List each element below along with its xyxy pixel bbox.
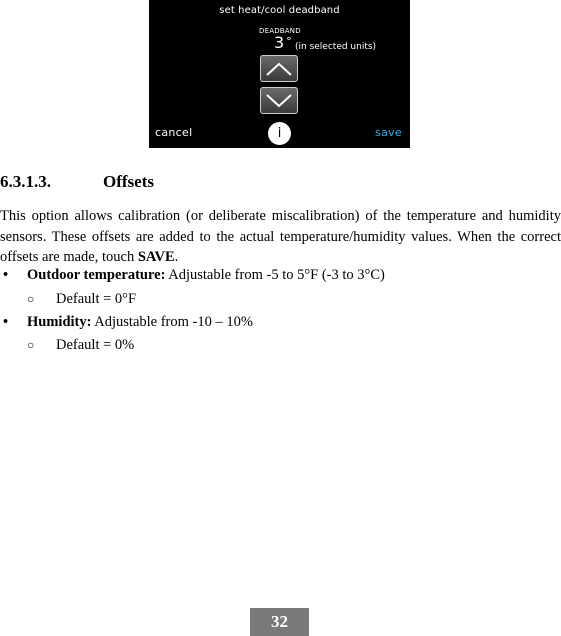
decrease-button[interactable] (260, 87, 298, 114)
bullet-text: Adjustable from -10 – 10% (91, 314, 253, 330)
section-number: 6.3.1.3. (0, 172, 51, 191)
save-button[interactable]: save (375, 126, 402, 139)
sub-bullet-mark: ○ (27, 292, 35, 306)
save-keyword: SAVE (137, 249, 175, 265)
screen-title: set heat/cool deadband (219, 5, 340, 16)
bullet-label: Outdoor temperature: (27, 267, 166, 283)
bullet-content (27, 312, 253, 332)
bullet-text: Adjustable from -5 to 5°F (-3 to 3°C) (165, 267, 385, 283)
cancel-button[interactable]: cancel (155, 126, 193, 139)
paragraph-text: This option allows calibration (or deliberate miscalibration) of the temperature and humidity sensors. These offsets are added to the actual temperature/humidity values. When the correct offsets are made, touch (0, 208, 561, 265)
bullet-mark: • (3, 314, 9, 330)
sub-bullet-text: Default = 0% (56, 337, 135, 353)
section-title: Offsets (103, 172, 154, 191)
paragraph-end: . (174, 249, 179, 265)
units-note: (in selected units) (295, 42, 377, 52)
bullet-content (27, 265, 385, 285)
deadband-label: DEADBAND (259, 27, 301, 35)
section-heading (0, 172, 154, 192)
body-paragraph (0, 206, 561, 268)
sub-bullet-text: Default = 0°F (56, 291, 137, 307)
degree-symbol: ° (286, 35, 292, 48)
deadband-value (274, 34, 292, 52)
increase-button[interactable] (260, 55, 298, 82)
chevron-up-icon (264, 60, 294, 78)
page-number: 32 (250, 608, 309, 636)
chevron-down-icon (264, 92, 294, 110)
bullet-mark: • (3, 267, 9, 283)
info-icon[interactable]: i (268, 122, 291, 145)
bullet-label: Humidity: (27, 314, 92, 330)
sub-bullet-mark: ○ (27, 338, 35, 352)
thermostat-screen (149, 0, 410, 148)
deadband-number: 3 (274, 33, 285, 52)
